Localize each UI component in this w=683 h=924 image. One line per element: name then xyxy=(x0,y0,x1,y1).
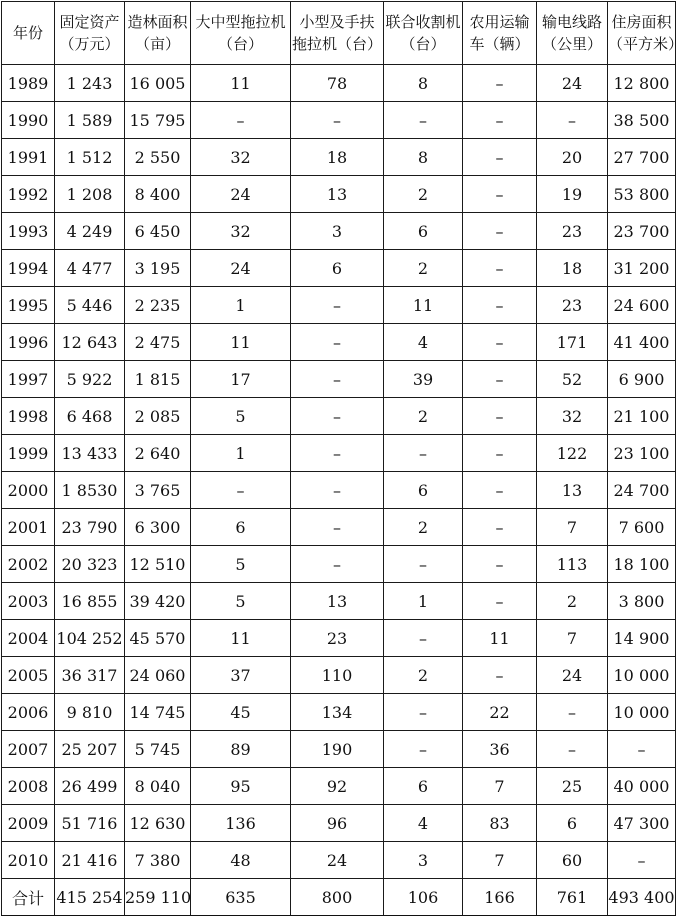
cell-year: 1990 xyxy=(2,102,55,139)
cell-housing-area: 12 800 xyxy=(608,65,676,102)
table-row xyxy=(2,213,676,250)
cell-housing-area: 18 100 xyxy=(608,546,676,583)
cell-year: 2009 xyxy=(2,805,55,842)
cell-combine-harvesters: 39 xyxy=(384,361,463,398)
cell-housing-area: 493 400 xyxy=(608,879,676,916)
table-row xyxy=(2,250,676,287)
cell-combine-harvesters: – xyxy=(384,546,463,583)
cell-large-tractors: 11 xyxy=(191,620,291,657)
cell-fixed-assets: 5 446 xyxy=(55,287,125,324)
cell-power-lines: 2 xyxy=(537,583,608,620)
cell-afforestation-area: 259 110 xyxy=(125,879,191,916)
cell-large-tractors: 89 xyxy=(191,731,291,768)
cell-power-lines: 23 xyxy=(537,213,608,250)
cell-housing-area: 10 000 xyxy=(608,657,676,694)
cell-small-tractors: – xyxy=(291,509,384,546)
cell-power-lines: 19 xyxy=(537,176,608,213)
cell-fixed-assets: 1 8530 xyxy=(55,472,125,509)
cell-housing-area: 38 500 xyxy=(608,102,676,139)
cell-fixed-assets: 21 416 xyxy=(55,842,125,879)
cell-large-tractors: 5 xyxy=(191,583,291,620)
cell-power-lines: – xyxy=(537,102,608,139)
cell-afforestation-area: 12 630 xyxy=(125,805,191,842)
cell-afforestation-area: 2 235 xyxy=(125,287,191,324)
cell-year: 1998 xyxy=(2,398,55,435)
cell-combine-harvesters: 106 xyxy=(384,879,463,916)
cell-large-tractors: 32 xyxy=(191,139,291,176)
cell-housing-area: 27 700 xyxy=(608,139,676,176)
cell-farm-vehicles: – xyxy=(463,546,537,583)
cell-combine-harvesters: 2 xyxy=(384,657,463,694)
cell-power-lines: 13 xyxy=(537,472,608,509)
cell-year: 2010 xyxy=(2,842,55,879)
cell-small-tractors: – xyxy=(291,435,384,472)
cell-combine-harvesters: 2 xyxy=(384,509,463,546)
cell-power-lines: 7 xyxy=(537,620,608,657)
cell-housing-area: 10 000 xyxy=(608,694,676,731)
table-body xyxy=(2,65,676,916)
cell-housing-area: 7 600 xyxy=(608,509,676,546)
cell-combine-harvesters: – xyxy=(384,694,463,731)
cell-combine-harvesters: – xyxy=(384,102,463,139)
cell-small-tractors: – xyxy=(291,546,384,583)
table-row xyxy=(2,361,676,398)
cell-housing-area: 47 300 xyxy=(608,805,676,842)
header-row xyxy=(2,2,676,65)
table-row xyxy=(2,731,676,768)
cell-year: 2003 xyxy=(2,583,55,620)
cell-farm-vehicles: 83 xyxy=(463,805,537,842)
cell-afforestation-area: 2 085 xyxy=(125,398,191,435)
cell-afforestation-area: 39 420 xyxy=(125,583,191,620)
cell-farm-vehicles: 11 xyxy=(463,620,537,657)
total-row xyxy=(2,879,676,916)
cell-housing-area: 3 800 xyxy=(608,583,676,620)
cell-farm-vehicles: – xyxy=(463,583,537,620)
header-small-tractors: 小型及手扶 拖拉机（台） xyxy=(291,2,384,65)
cell-afforestation-area: 6 300 xyxy=(125,509,191,546)
cell-combine-harvesters: 2 xyxy=(384,250,463,287)
cell-farm-vehicles: 7 xyxy=(463,842,537,879)
cell-power-lines: 24 xyxy=(537,657,608,694)
table-row xyxy=(2,694,676,731)
header-afforestation-area: 造林面积 （亩） xyxy=(125,2,191,65)
table-row xyxy=(2,287,676,324)
header-housing-area: 住房面积 （平方米） xyxy=(608,2,676,65)
cell-power-lines: 23 xyxy=(537,287,608,324)
cell-power-lines: 20 xyxy=(537,139,608,176)
cell-farm-vehicles: – xyxy=(463,398,537,435)
cell-small-tractors: – xyxy=(291,287,384,324)
cell-farm-vehicles: – xyxy=(463,472,537,509)
cell-power-lines: 52 xyxy=(537,361,608,398)
cell-housing-area: – xyxy=(608,731,676,768)
cell-small-tractors: 110 xyxy=(291,657,384,694)
cell-power-lines: – xyxy=(537,731,608,768)
cell-small-tractors: 92 xyxy=(291,768,384,805)
table-row xyxy=(2,139,676,176)
cell-fixed-assets: 104 252 xyxy=(55,620,125,657)
cell-large-tractors: 635 xyxy=(191,879,291,916)
cell-fixed-assets: 26 499 xyxy=(55,768,125,805)
cell-farm-vehicles: – xyxy=(463,102,537,139)
cell-housing-area: 24 700 xyxy=(608,472,676,509)
cell-farm-vehicles: – xyxy=(463,176,537,213)
cell-fixed-assets: 12 643 xyxy=(55,324,125,361)
cell-small-tractors: 190 xyxy=(291,731,384,768)
cell-large-tractors: – xyxy=(191,472,291,509)
cell-small-tractors: 3 xyxy=(291,213,384,250)
cell-year: 1989 xyxy=(2,65,55,102)
cell-year: 合计 xyxy=(2,879,55,916)
table-row xyxy=(2,398,676,435)
cell-fixed-assets: 1 512 xyxy=(55,139,125,176)
cell-large-tractors: 48 xyxy=(191,842,291,879)
cell-fixed-assets: 415 254 xyxy=(55,879,125,916)
cell-farm-vehicles: – xyxy=(463,250,537,287)
cell-combine-harvesters: 4 xyxy=(384,324,463,361)
header-combine-harvesters: 联合收割机 （台） xyxy=(384,2,463,65)
cell-afforestation-area: 5 745 xyxy=(125,731,191,768)
cell-year: 2008 xyxy=(2,768,55,805)
cell-farm-vehicles: – xyxy=(463,213,537,250)
cell-small-tractors: 6 xyxy=(291,250,384,287)
cell-farm-vehicles: – xyxy=(463,139,537,176)
cell-power-lines: 32 xyxy=(537,398,608,435)
cell-power-lines: 18 xyxy=(537,250,608,287)
table-row xyxy=(2,102,676,139)
cell-large-tractors: 1 xyxy=(191,287,291,324)
cell-fixed-assets: 9 810 xyxy=(55,694,125,731)
cell-afforestation-area: 15 795 xyxy=(125,102,191,139)
cell-fixed-assets: 1 243 xyxy=(55,65,125,102)
cell-large-tractors: 11 xyxy=(191,65,291,102)
cell-year: 1991 xyxy=(2,139,55,176)
cell-small-tractors: 800 xyxy=(291,879,384,916)
cell-small-tractors: 78 xyxy=(291,65,384,102)
cell-power-lines: – xyxy=(537,694,608,731)
cell-large-tractors: – xyxy=(191,102,291,139)
cell-year: 1999 xyxy=(2,435,55,472)
cell-combine-harvesters: 8 xyxy=(384,139,463,176)
cell-year: 2000 xyxy=(2,472,55,509)
table-row xyxy=(2,176,676,213)
cell-year: 2004 xyxy=(2,620,55,657)
cell-farm-vehicles: 22 xyxy=(463,694,537,731)
cell-housing-area: 53 800 xyxy=(608,176,676,213)
cell-large-tractors: 5 xyxy=(191,546,291,583)
cell-large-tractors: 6 xyxy=(191,509,291,546)
cell-power-lines: 60 xyxy=(537,842,608,879)
cell-small-tractors: – xyxy=(291,324,384,361)
table-row xyxy=(2,657,676,694)
cell-afforestation-area: 2 640 xyxy=(125,435,191,472)
cell-power-lines: 6 xyxy=(537,805,608,842)
cell-large-tractors: 1 xyxy=(191,435,291,472)
cell-large-tractors: 17 xyxy=(191,361,291,398)
cell-housing-area: 23 100 xyxy=(608,435,676,472)
cell-year: 1997 xyxy=(2,361,55,398)
table-row xyxy=(2,768,676,805)
table-row xyxy=(2,842,676,879)
cell-combine-harvesters: 2 xyxy=(384,176,463,213)
cell-afforestation-area: 1 815 xyxy=(125,361,191,398)
cell-combine-harvesters: – xyxy=(384,435,463,472)
cell-year: 1994 xyxy=(2,250,55,287)
table-row xyxy=(2,620,676,657)
cell-small-tractors: 13 xyxy=(291,176,384,213)
cell-afforestation-area: 7 380 xyxy=(125,842,191,879)
cell-farm-vehicles: – xyxy=(463,65,537,102)
cell-large-tractors: 37 xyxy=(191,657,291,694)
cell-housing-area: – xyxy=(608,842,676,879)
table-row xyxy=(2,805,676,842)
cell-small-tractors: – xyxy=(291,361,384,398)
cell-power-lines: 761 xyxy=(537,879,608,916)
cell-small-tractors: 18 xyxy=(291,139,384,176)
cell-power-lines: 24 xyxy=(537,65,608,102)
cell-afforestation-area: 6 450 xyxy=(125,213,191,250)
cell-fixed-assets: 20 323 xyxy=(55,546,125,583)
table-row xyxy=(2,435,676,472)
cell-large-tractors: 136 xyxy=(191,805,291,842)
cell-small-tractors: – xyxy=(291,472,384,509)
cell-farm-vehicles: – xyxy=(463,435,537,472)
cell-large-tractors: 24 xyxy=(191,176,291,213)
cell-year: 2007 xyxy=(2,731,55,768)
cell-small-tractors: 134 xyxy=(291,694,384,731)
cell-fixed-assets: 23 790 xyxy=(55,509,125,546)
statistics-table xyxy=(1,1,683,916)
cell-combine-harvesters: 4 xyxy=(384,805,463,842)
cell-power-lines: 171 xyxy=(537,324,608,361)
cell-large-tractors: 5 xyxy=(191,398,291,435)
cell-afforestation-area: 12 510 xyxy=(125,546,191,583)
cell-farm-vehicles: – xyxy=(463,287,537,324)
cell-small-tractors: – xyxy=(291,398,384,435)
cell-fixed-assets: 13 433 xyxy=(55,435,125,472)
table-row xyxy=(2,65,676,102)
cell-year: 1996 xyxy=(2,324,55,361)
cell-large-tractors: 95 xyxy=(191,768,291,805)
cell-fixed-assets: 51 716 xyxy=(55,805,125,842)
cell-afforestation-area: 3 765 xyxy=(125,472,191,509)
cell-combine-harvesters: – xyxy=(384,620,463,657)
cell-farm-vehicles: – xyxy=(463,324,537,361)
cell-afforestation-area: 8 040 xyxy=(125,768,191,805)
cell-fixed-assets: 1 589 xyxy=(55,102,125,139)
cell-fixed-assets: 6 468 xyxy=(55,398,125,435)
cell-year: 2005 xyxy=(2,657,55,694)
cell-small-tractors: 13 xyxy=(291,583,384,620)
cell-farm-vehicles: – xyxy=(463,509,537,546)
cell-fixed-assets: 25 207 xyxy=(55,731,125,768)
cell-year: 1992 xyxy=(2,176,55,213)
header-year: 年份 xyxy=(2,2,55,65)
cell-power-lines: 113 xyxy=(537,546,608,583)
cell-afforestation-area: 2 550 xyxy=(125,139,191,176)
cell-large-tractors: 11 xyxy=(191,324,291,361)
cell-fixed-assets: 36 317 xyxy=(55,657,125,694)
cell-housing-area: 40 000 xyxy=(608,768,676,805)
cell-afforestation-area: 24 060 xyxy=(125,657,191,694)
cell-housing-area: 31 200 xyxy=(608,250,676,287)
cell-combine-harvesters: 1 xyxy=(384,583,463,620)
cell-afforestation-area: 3 195 xyxy=(125,250,191,287)
cell-small-tractors: – xyxy=(291,102,384,139)
cell-combine-harvesters: 2 xyxy=(384,398,463,435)
cell-housing-area: 21 100 xyxy=(608,398,676,435)
cell-housing-area: 6 900 xyxy=(608,361,676,398)
header-fixed-assets: 固定资产 （万元） xyxy=(55,2,125,65)
cell-year: 1995 xyxy=(2,287,55,324)
cell-fixed-assets: 5 922 xyxy=(55,361,125,398)
cell-afforestation-area: 8 400 xyxy=(125,176,191,213)
cell-afforestation-area: 2 475 xyxy=(125,324,191,361)
cell-power-lines: 25 xyxy=(537,768,608,805)
cell-year: 2002 xyxy=(2,546,55,583)
cell-afforestation-area: 16 005 xyxy=(125,65,191,102)
cell-farm-vehicles: 36 xyxy=(463,731,537,768)
cell-combine-harvesters: 8 xyxy=(384,65,463,102)
cell-power-lines: 7 xyxy=(537,509,608,546)
cell-year: 1993 xyxy=(2,213,55,250)
cell-year: 2001 xyxy=(2,509,55,546)
table-row xyxy=(2,324,676,361)
cell-fixed-assets: 1 208 xyxy=(55,176,125,213)
cell-small-tractors: 24 xyxy=(291,842,384,879)
cell-housing-area: 14 900 xyxy=(608,620,676,657)
cell-combine-harvesters: 6 xyxy=(384,768,463,805)
cell-combine-harvesters: 11 xyxy=(384,287,463,324)
cell-housing-area: 24 600 xyxy=(608,287,676,324)
cell-small-tractors: 23 xyxy=(291,620,384,657)
cell-large-tractors: 45 xyxy=(191,694,291,731)
cell-afforestation-area: 45 570 xyxy=(125,620,191,657)
cell-small-tractors: 96 xyxy=(291,805,384,842)
cell-combine-harvesters: 6 xyxy=(384,472,463,509)
cell-housing-area: 41 400 xyxy=(608,324,676,361)
header-power-lines: 输电线路 （公里） xyxy=(537,2,608,65)
cell-combine-harvesters: – xyxy=(384,731,463,768)
cell-afforestation-area: 14 745 xyxy=(125,694,191,731)
cell-fixed-assets: 4 477 xyxy=(55,250,125,287)
header-large-tractors: 大中型拖拉机 （台） xyxy=(191,2,291,65)
cell-farm-vehicles: – xyxy=(463,657,537,694)
table-row xyxy=(2,509,676,546)
table-row xyxy=(2,583,676,620)
cell-combine-harvesters: 3 xyxy=(384,842,463,879)
cell-year: 2006 xyxy=(2,694,55,731)
cell-fixed-assets: 16 855 xyxy=(55,583,125,620)
cell-large-tractors: 24 xyxy=(191,250,291,287)
cell-farm-vehicles: – xyxy=(463,361,537,398)
cell-power-lines: 122 xyxy=(537,435,608,472)
table-row xyxy=(2,546,676,583)
cell-fixed-assets: 4 249 xyxy=(55,213,125,250)
cell-large-tractors: 32 xyxy=(191,213,291,250)
table-row xyxy=(2,472,676,509)
cell-combine-harvesters: 6 xyxy=(384,213,463,250)
cell-farm-vehicles: 166 xyxy=(463,879,537,916)
cell-farm-vehicles: 7 xyxy=(463,768,537,805)
header-farm-vehicles: 农用运输 车（辆） xyxy=(463,2,537,65)
cell-housing-area: 23 700 xyxy=(608,213,676,250)
